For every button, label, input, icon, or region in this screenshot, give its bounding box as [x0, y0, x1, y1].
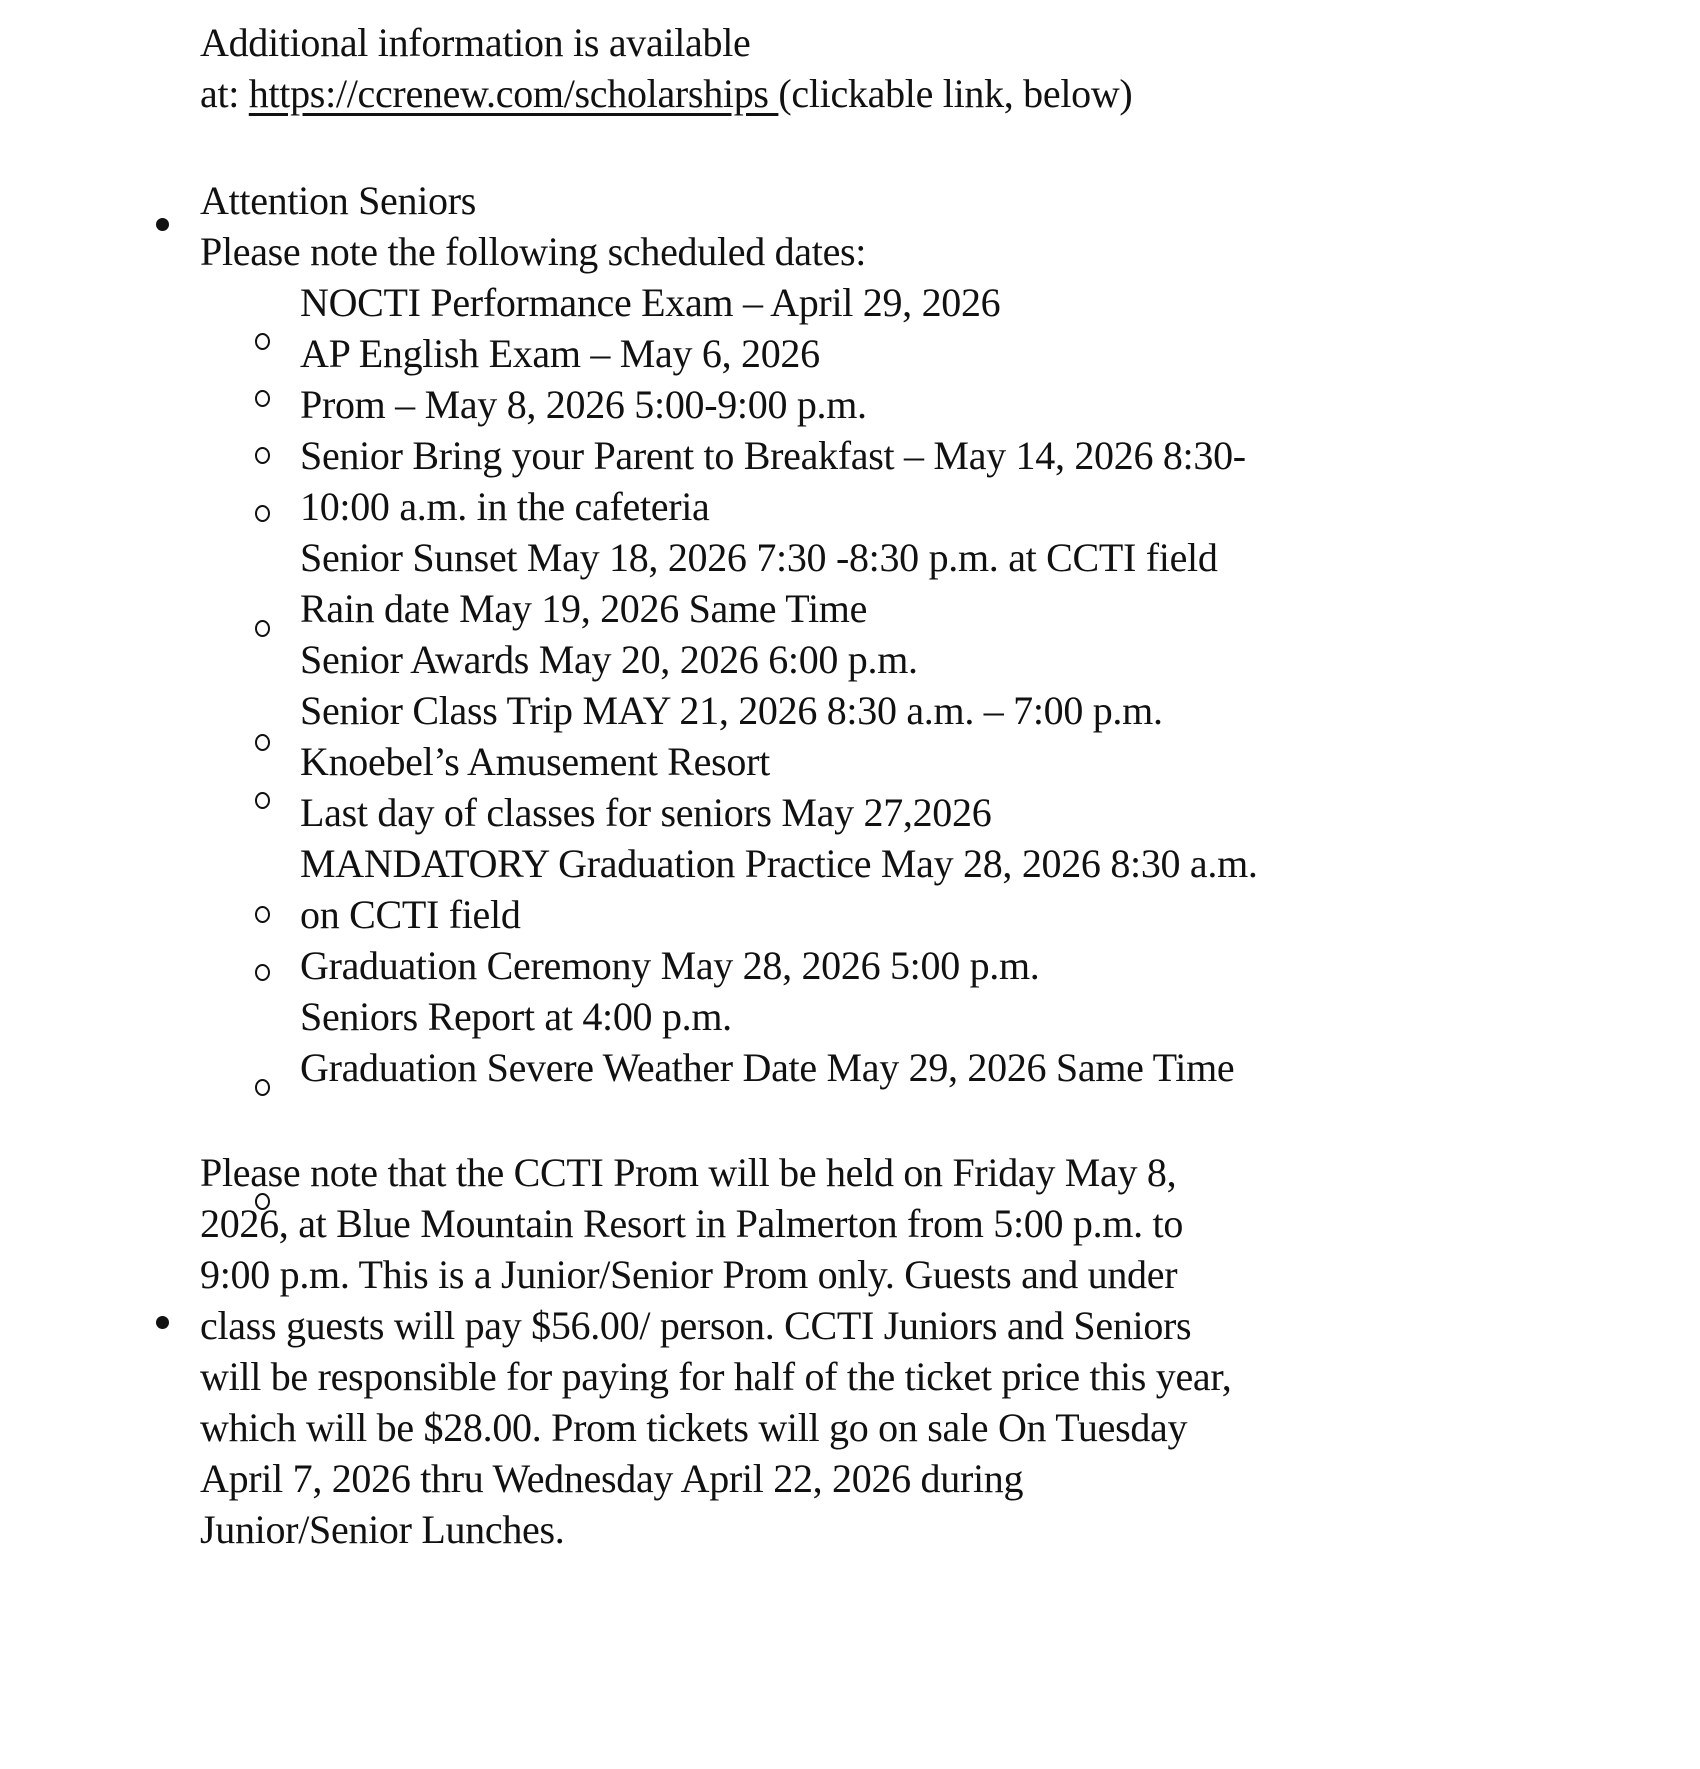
schedule-item-continuation: Knoebel’s Amusement Resort [300, 739, 770, 784]
prom-paragraph-line: class guests will pay $56.00/ person. CCTI Juniors and Seniors [200, 1303, 1192, 1348]
hollow-bullet-icon [255, 792, 270, 809]
hollow-bullet-icon [255, 1079, 270, 1096]
prom-paragraph-line: will be responsible for paying for half of the ticket price this year, [200, 1354, 1232, 1399]
schedule-item: Senior Sunset May 18, 2026 7:30 -8:30 p.m. at CCTI field [300, 535, 1218, 580]
hollow-bullet-icon [255, 620, 270, 637]
hollow-bullet-icon [255, 333, 270, 350]
prom-paragraph-line: Junior/Senior Lunches. [200, 1507, 565, 1552]
schedule-item: Senior Awards May 20, 2026 6:00 p.m. [300, 637, 918, 682]
schedule-item: Senior Bring your Parent to Breakfast – May 14, 2026 8:30- [300, 433, 1246, 478]
schedule-item: Prom – May 8, 2026 5:00-9:00 p.m. [300, 382, 867, 427]
seniors-heading: Attention Seniors [200, 178, 476, 223]
hollow-bullet-icon [255, 447, 270, 464]
intro-line-2 [200, 68, 1132, 119]
prom-paragraph-line: April 7, 2026 thru Wednesday April 22, 2026 during [200, 1456, 1024, 1501]
schedule-item-continuation: 10:00 a.m. in the cafeteria [300, 484, 710, 529]
seniors-subheading: Please note the following scheduled dates: [200, 229, 867, 274]
schedule-item: Graduation Ceremony May 28, 2026 5:00 p.m. [300, 943, 1040, 988]
schedule-item-continuation: Seniors Report at 4:00 p.m. [300, 994, 732, 1039]
hollow-bullet-icon [255, 505, 270, 522]
schedule-item-continuation: Rain date May 19, 2026 Same Time [300, 586, 868, 631]
intro-suffix: (clickable link, below) [778, 71, 1133, 116]
schedule-item: MANDATORY Graduation Practice May 28, 2026 8:30 a.m. [300, 841, 1258, 886]
hollow-bullet-icon [255, 734, 270, 751]
hollow-bullet-icon [255, 964, 270, 981]
hollow-bullet-icon [255, 906, 270, 923]
schedule-item-continuation: on CCTI field [300, 892, 521, 937]
intro-line-1: Additional information is available [200, 20, 751, 65]
prom-paragraph-line: 9:00 p.m. This is a Junior/Senior Prom only. Guests and under [200, 1252, 1178, 1297]
scholarships-link[interactable]: https://ccrenew.com/scholarships [248, 71, 779, 116]
bullet-icon [156, 218, 169, 231]
schedule-item: NOCTI Performance Exam – April 29, 2026 [300, 280, 1001, 325]
schedule-item: Senior Class Trip MAY 21, 2026 8:30 a.m. – 7:00 p.m. [300, 688, 1163, 733]
schedule-item: Graduation Severe Weather Date May 29, 2026 Same Time [300, 1045, 1235, 1090]
prom-paragraph-line: which will be $28.00. Prom tickets will go on sale On Tuesday [200, 1405, 1188, 1450]
bullet-icon [156, 1316, 169, 1329]
schedule-item: Last day of classes for seniors May 27,2026 [300, 790, 992, 835]
intro-prefix: at: [200, 71, 249, 116]
schedule-item: AP English Exam – May 6, 2026 [300, 331, 820, 376]
hollow-bullet-icon [255, 390, 270, 407]
prom-paragraph-line: Please note that the CCTI Prom will be held on Friday May 8, [200, 1150, 1177, 1195]
prom-paragraph-line: 2026, at Blue Mountain Resort in Palmerton from 5:00 p.m. to [200, 1201, 1184, 1246]
